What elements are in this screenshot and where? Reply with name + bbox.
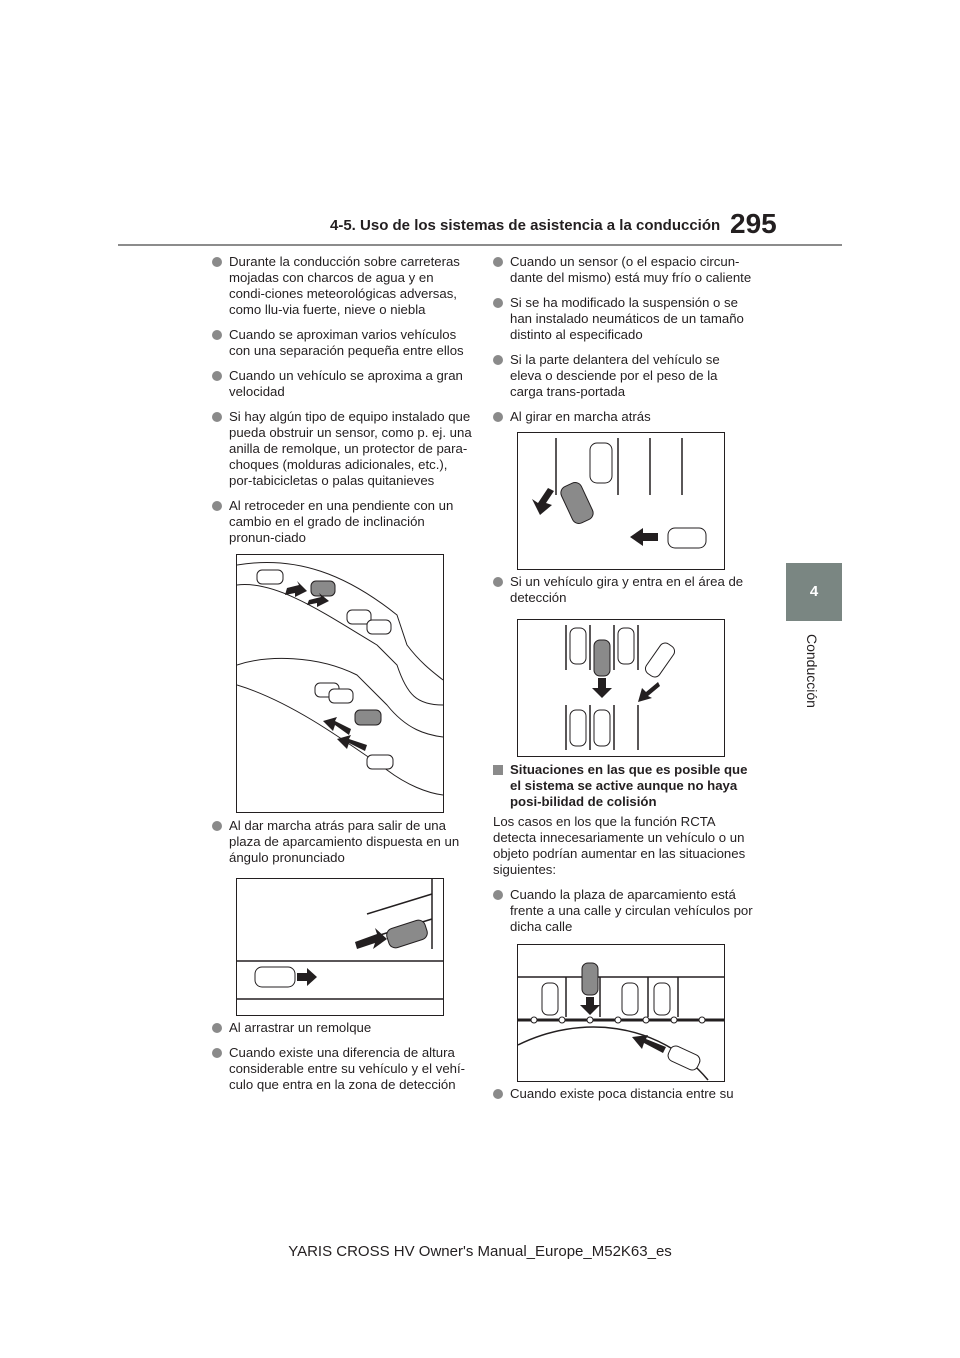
page-number: 295 [730, 208, 777, 239]
right-column-top [493, 254, 753, 434]
list-item: Cuando existe poca distancia entre su [493, 1086, 753, 1102]
left-column-top [212, 254, 472, 555]
header-divider [118, 244, 842, 246]
list-item: Cuando existe una diferencia de altura considerable entre su vehículo y el vehí-culo que entra en la zona de detección [212, 1045, 472, 1093]
list-item: Si se ha modificado la suspensión o se han instalado neumáticos de un tamaño distinto al especificado [493, 295, 753, 343]
figure-angled-parking [236, 878, 444, 1016]
list-item: Al arrastrar un remolque [212, 1020, 472, 1036]
list-item: Cuando un sensor (o el espacio circun-dante del mismo) está muy frío o caliente [493, 254, 753, 286]
section-heading: Situaciones en las que es posible que el sistema se active aunque no haya posi-bilidad de colisión [493, 762, 753, 810]
figure-slope-road [236, 554, 444, 813]
list-item: Si la parte delantera del vehículo se eleva o desciende por el peso de la carga trans-portada [493, 352, 753, 400]
list-item: Cuando se aproximan varios vehículos con una separación pequeña entre ellos [212, 327, 472, 359]
left-column-mid [212, 818, 472, 875]
section-paragraph: Los casos en los que la función RCTA detecta innecesariamente un vehículo o un objeto podrían aumentar en las situaciones siguientes: [493, 814, 746, 877]
turning-reverse-illustration [518, 433, 724, 569]
figure-parking-facing-street [517, 944, 725, 1082]
chapter-tab: 4 [786, 563, 842, 621]
list-item: Si hay algún tipo de equipo instalado que pueda obstruir un sensor, como p. ej. una anilla de remolque, un protector de para-choques (molduras adicionales, etc.), por-tabicicletas o palas quitanieves [212, 409, 472, 489]
slope-road-illustration [237, 555, 443, 812]
angled-parking-illustration [237, 879, 443, 1015]
figure-vehicle-entering [517, 619, 725, 757]
list-item: Al dar marcha atrás para salir de una plaza de aparcamiento dispuesta en un ángulo pronunciado [212, 818, 472, 866]
list-item: Cuando un vehículo se aproxima a gran velocidad [212, 368, 472, 400]
right-column-after-fig1 [493, 574, 753, 615]
chapter-label: Conducción [804, 634, 820, 708]
list-item: Al retroceder en una pendiente con un cambio en el grado de inclinación pronun-ciado [212, 498, 472, 546]
vehicle-entering-illustration [518, 620, 724, 756]
right-column-rcta-section [493, 762, 753, 944]
footer-manual-id: YARIS CROSS HV Owner's Manual_Europe_M52K63_es [288, 1243, 672, 1260]
parking-facing-street-illustration [518, 945, 724, 1081]
list-item: Si un vehículo gira y entra en el área de detección [493, 574, 753, 606]
list-item: Al girar en marcha atrás [493, 409, 753, 425]
section-title: 4-5. Uso de los sistemas de asistencia a la conducción [330, 217, 721, 234]
list-item: Cuando la plaza de aparcamiento está frente a una calle y circulan vehículos por dicha calle [493, 887, 753, 935]
right-column-last [493, 1086, 753, 1111]
figure-turning-reverse [517, 432, 725, 570]
left-column-bottom [212, 1020, 472, 1102]
list-item: Durante la conducción sobre carreteras mojadas con charcos de agua y en condi-ciones meteorológicas adversas, como llu-via fuerte, nieve o niebla [212, 254, 472, 318]
